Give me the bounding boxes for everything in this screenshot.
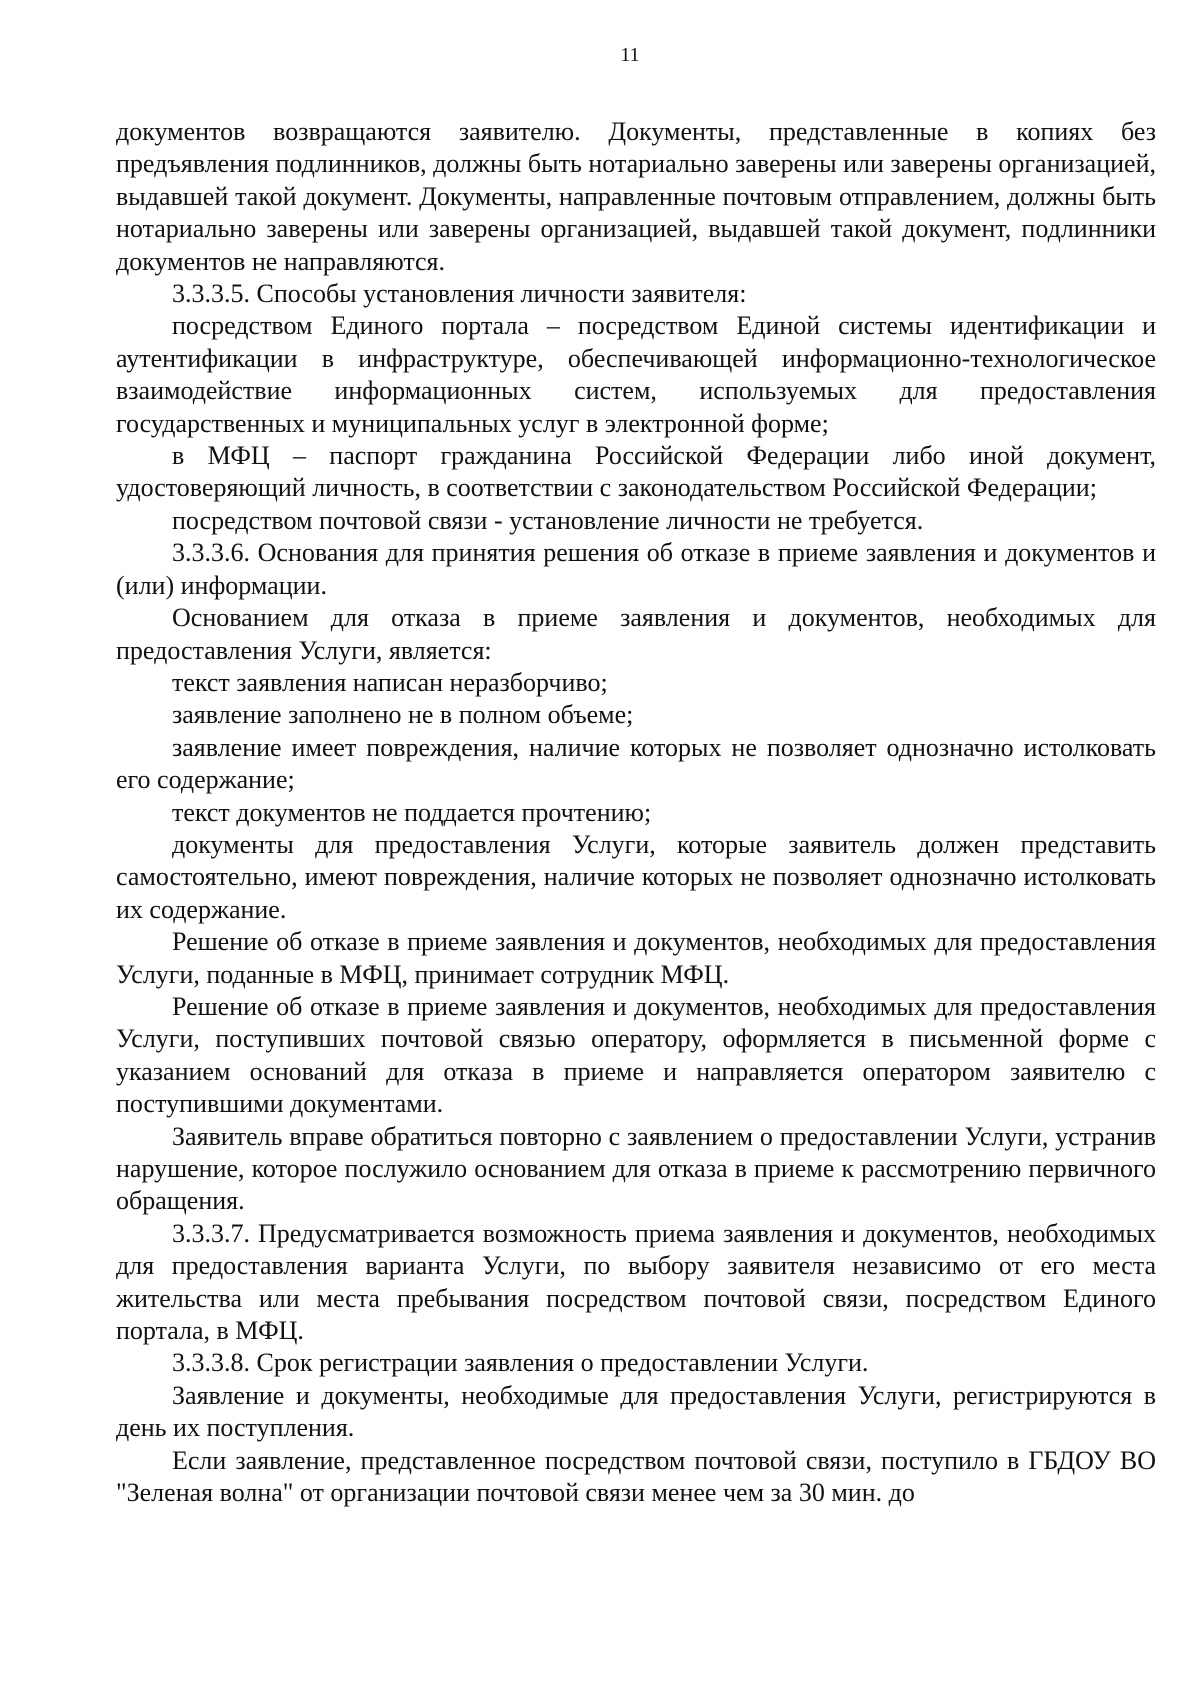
paragraph: посредством почтовой связи - установление личности не требуется. [172, 505, 924, 535]
paragraph: посредством Единого портала – посредством Единой системы идентификации и аутентификации в инфраструктуре, обеспечивающей информационно-технологическое взаимодействие информационных систем, используемых для предоставления государственных и муниципальных услуг в электронной форме; [116, 311, 1156, 438]
paragraph: текст заявления написан неразборчиво; [172, 667, 608, 697]
paragraph: 3.3.3.5. Способы установления личности заявителя: [172, 279, 747, 309]
paragraph: заявление имеет повреждения, наличие которых не позволяет однозначно истолковать его содержание; [116, 732, 1156, 795]
paragraph: Если заявление, представленное посредством почтовой связи, поступило в ГБДОУ ВО "Зеленая волна" от организации почтовой связи менее чем за 30 мин. до [116, 1445, 1156, 1508]
paragraph: в МФЦ – паспорт гражданина Российской Федерации либо иной документ, удостоверяющий личность, в соответствии с законодательством Российской Федерации; [116, 441, 1156, 503]
paragraph: 3.3.3.7. Предусматривается возможность приема заявления и документов, необходимых для предоставления варианта Услуги, по выбору заявителя независимо от его места жительства или места пребывания посредством почтовой связи, посредством Единого портала, в МФЦ. [116, 1218, 1156, 1346]
paragraph: Решение об отказе в приеме заявления и документов, необходимых для предоставления Услуги, поступивших почтовой связью оператору, оформляется в письменной форме с указанием оснований для отказа в приеме и направляется оператором заявителю с поступившими документами. [116, 991, 1156, 1119]
paragraph: документы для предоставления Услуги, которые заявитель должен представить самостоятельно, имеют повреждения, наличие которых не позволяет однозначно истолковать их содержание. [116, 829, 1156, 924]
paragraph: Заявление и документы, необходимые для предоставления Услуги, регистрируются в день их поступления. [116, 1380, 1156, 1443]
paragraph: документов возвращаются заявителю. Документы, представленные в копиях без предъявления подлинников, должны быть нотариально заверены или заверены организацией, выдавшей такой документ. Документы, направленные почтовым отправлением, должны быть нотариально заверены или заверены организацией, выдавшей такой документ, подлинники документов не направляются. [116, 117, 1156, 276]
paragraph: текст документов не поддается прочтению; [172, 797, 652, 827]
paragraph: заявление заполнено не в полном объеме; [172, 700, 634, 730]
paragraph: 3.3.3.8. Срок регистрации заявления о предоставлении Услуги. [172, 1348, 869, 1378]
paragraph: 3.3.3.6. Основания для принятия решения об отказе в приеме заявления и документов и (или) информации. [116, 538, 1156, 600]
paragraph: Заявитель вправе обратиться повторно с заявлением о предоставлении Услуги, устранив нарушение, которое послужило основанием для отказа в приеме к рассмотрению первичного обращения. [116, 1121, 1156, 1216]
paragraph: Решение об отказе в приеме заявления и документов, необходимых для предоставления Услуги, поданные в МФЦ, принимает сотрудник МФЦ. [116, 927, 1156, 989]
page-number: 11 [620, 44, 640, 66]
document-body [116, 116, 1156, 1509]
paragraph: Основанием для отказа в приеме заявления и документов, необходимых для предоставления Услуги, является: [116, 603, 1156, 665]
